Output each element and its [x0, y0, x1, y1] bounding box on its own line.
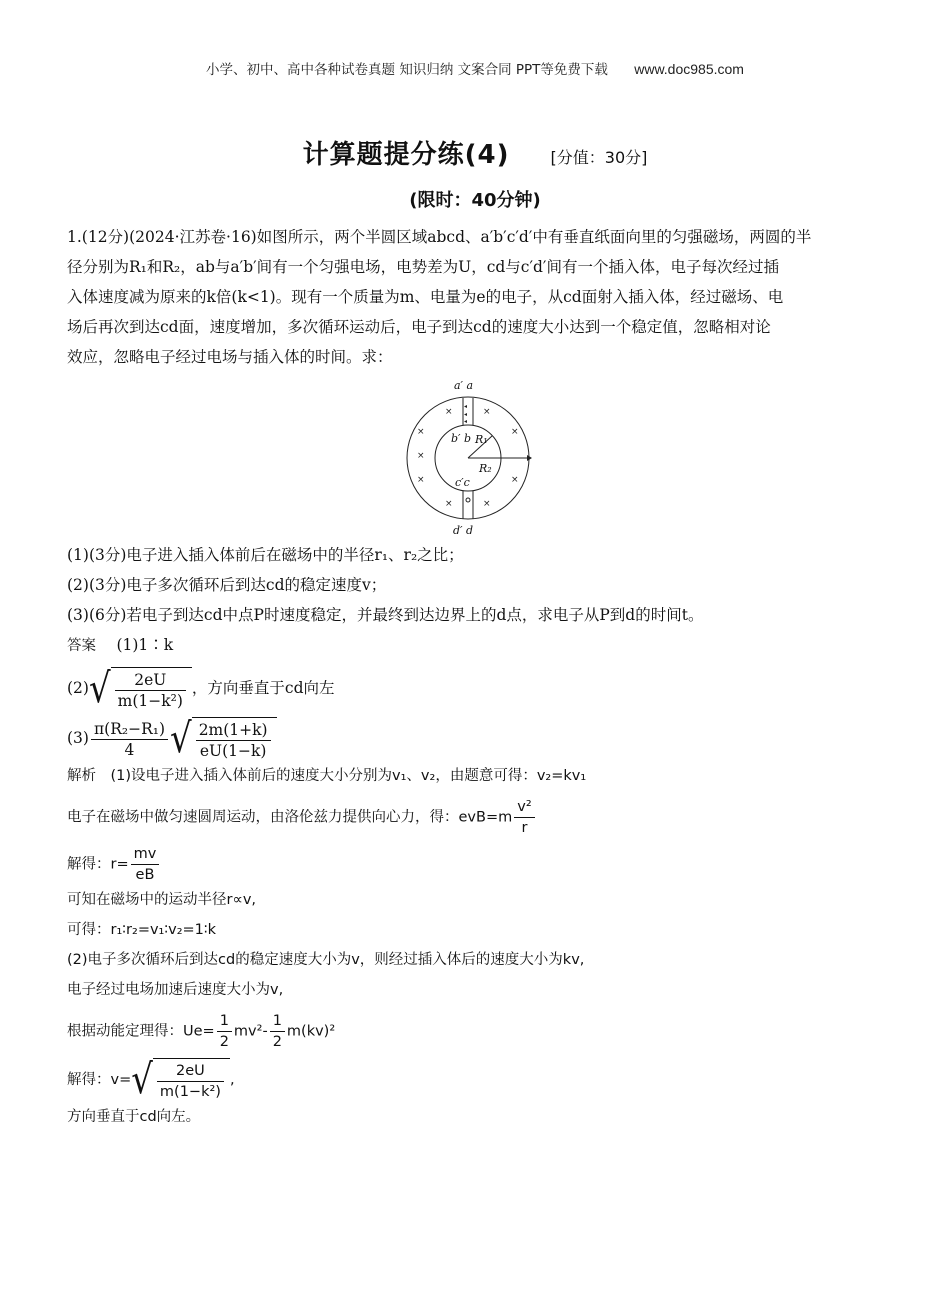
frac-expr — [217, 1011, 232, 1052]
analysis-5: 可得：r₁∶r₂=v₁∶v₂=1∶k — [67, 922, 217, 938]
frac-expr — [514, 797, 534, 838]
analysis-2 — [67, 797, 887, 838]
cross-mark: × — [445, 407, 453, 417]
cross-mark: × — [483, 407, 491, 417]
label-inner-top: b′ b — [451, 432, 472, 445]
analysis-8-mid: mv²- — [233, 1023, 268, 1040]
frac-den: 4 — [124, 740, 135, 759]
frac-den: m(1−k²) — [117, 692, 183, 710]
r2-arrow — [527, 455, 532, 461]
analysis-4: 可知在磁场中的运动半径r∝v, — [67, 892, 257, 908]
figure — [67, 376, 887, 536]
frac-expr — [270, 1011, 285, 1052]
answer-1-text: (1)1∶k — [116, 636, 174, 654]
field-arrow: ◂ — [464, 403, 468, 410]
sqrt-expr: √ $\frac{2m(1+k)}{eU(1-k)}$ — [170, 717, 277, 761]
cross-mark: × — [511, 427, 519, 437]
frac-den: 2 — [272, 1034, 282, 1050]
cross-mark: × — [417, 475, 425, 485]
frac-num: 1 — [270, 1011, 285, 1032]
figure-diagram — [405, 376, 535, 536]
label-r2: R₂ — [479, 462, 492, 475]
answer-3-prefix: (3) — [67, 729, 89, 747]
cross-mark: × — [417, 427, 425, 437]
frac-num: 2eU — [115, 670, 186, 691]
sqrt-expr: √ $\frac{2eU}{\text{m(1−k²)}}$ — [89, 667, 192, 711]
answer-3 — [67, 717, 887, 761]
title-row — [0, 134, 950, 171]
answer-2-suffix: ，方向垂直于cd向左 — [191, 679, 335, 697]
page-header — [0, 58, 950, 78]
question-1: (1)(3分)电子进入插入体前后在磁场中的半径r₁、r₂之比； — [67, 546, 464, 564]
label-bottom: d′ d — [453, 524, 474, 536]
header-url[interactable]: www.doc985.com — [634, 61, 744, 77]
analysis-8 — [67, 1011, 887, 1052]
analysis-1: 解析 (1)设电子进入插入体前后的速度大小分别为v₁、v₂，由题意可得：v₂=kv₁ — [67, 768, 587, 784]
score-label: [分值：30分] — [550, 148, 648, 167]
sqrt-expr: √ $\frac{2eU}{\text{m(1−k²)}}$ — [131, 1058, 230, 1102]
analysis-9-text: 解得：v= — [67, 1072, 132, 1088]
frac-num: 1 — [217, 1011, 232, 1032]
frac-den: eU(1−k) — [199, 742, 267, 760]
problem-stem-line: 场后再次到达cd面，速度增加，多次循环运动后，电子到达cd的速度大小达到一个稳定值，忽略相对论 — [67, 318, 771, 336]
field-arrow: ◂ — [464, 418, 468, 425]
time-limit: (限时：40分钟) — [409, 190, 541, 211]
question-3: (3)(6分)若电子到达cd中点P时速度稳定，并最终到达边界上的d点，求电子从P到d的时间t。 — [67, 606, 704, 624]
analysis-8-suffix: m(kv)² — [286, 1023, 336, 1040]
frac-expr — [131, 844, 160, 885]
frac-num: mv — [131, 844, 160, 865]
question-2: (2)(3分)电子多次循环后到达cd的稳定速度v； — [67, 576, 387, 594]
problem-stem-line: 1.(12分)(2024·江苏卷·16)如图所示，两个半圆区域abcd、a′b′c′d′中有垂直纸面向里的匀强磁场，两圆的半 — [67, 228, 812, 246]
cross-mark: × — [483, 499, 491, 509]
analysis-7: 电子经过电场加速后速度大小为v, — [67, 982, 284, 998]
cross-mark: × — [511, 475, 519, 485]
cross-mark: × — [417, 451, 425, 461]
label-top: a′ a — [454, 379, 474, 392]
analysis-3-text: 解得：r= — [67, 856, 129, 873]
answer-label: 答案 — [67, 638, 96, 654]
frac-num: v² — [514, 797, 534, 818]
frac-den: m(1−k²) — [159, 1084, 221, 1100]
frac-num: π(R₂−R₁) — [91, 719, 168, 740]
answer-2-prefix: (2) — [67, 679, 89, 697]
problem-stem-line: 入体速度减为原来的k倍(k<1)。现有一个质量为m、电量为e的电子，从cd面射入插入体，经过磁场、电 — [67, 288, 784, 306]
cross-mark: × — [445, 499, 453, 509]
page-title: 计算题提分练(4) — [302, 140, 510, 170]
header-text: 小学、初中、高中各种试卷真题 知识归纳 文案合同 PPT等免费下载 — [206, 62, 608, 78]
analysis-10: 方向垂直于cd向左。 — [67, 1109, 201, 1125]
frac-num: 2m(1+k) — [196, 720, 271, 741]
frac-den: r — [521, 820, 528, 836]
frac-expr — [91, 719, 168, 760]
frac-den: eB — [135, 867, 155, 883]
answer-1 — [67, 630, 887, 661]
content — [67, 222, 887, 1132]
label-inner-bottom: c′c — [455, 476, 470, 489]
problem-stem-line: 径分别为R₁和R₂，ab与a′b′间有一个匀强电场，电势差为U，cd与c′d′间有一个插入体，电子每次经过插 — [67, 258, 779, 276]
label-r1: R₁ — [475, 433, 488, 446]
frac-num: 2eU — [157, 1061, 224, 1082]
analysis-2-text: 电子在磁场中做匀速圆周运动，由洛伦兹力提供向心力，得：evB=m — [67, 809, 513, 826]
frac-den: 2 — [219, 1034, 229, 1050]
analysis-9-suffix: , — [229, 1072, 235, 1088]
answer-2 — [67, 667, 887, 711]
problem-stem-line: 效应，忽略电子经过电场与插入体的时间。求： — [67, 348, 393, 366]
analysis-8-text: 根据动能定理得：Ue= — [67, 1023, 215, 1040]
analysis-3 — [67, 844, 887, 885]
analysis-6: (2)电子多次循环后到达cd的稳定速度大小为v，则经过插入体后的速度大小为kv, — [67, 952, 585, 968]
field-arrow: ◂ — [464, 411, 468, 418]
analysis-9 — [67, 1058, 887, 1102]
point-p — [466, 498, 470, 502]
